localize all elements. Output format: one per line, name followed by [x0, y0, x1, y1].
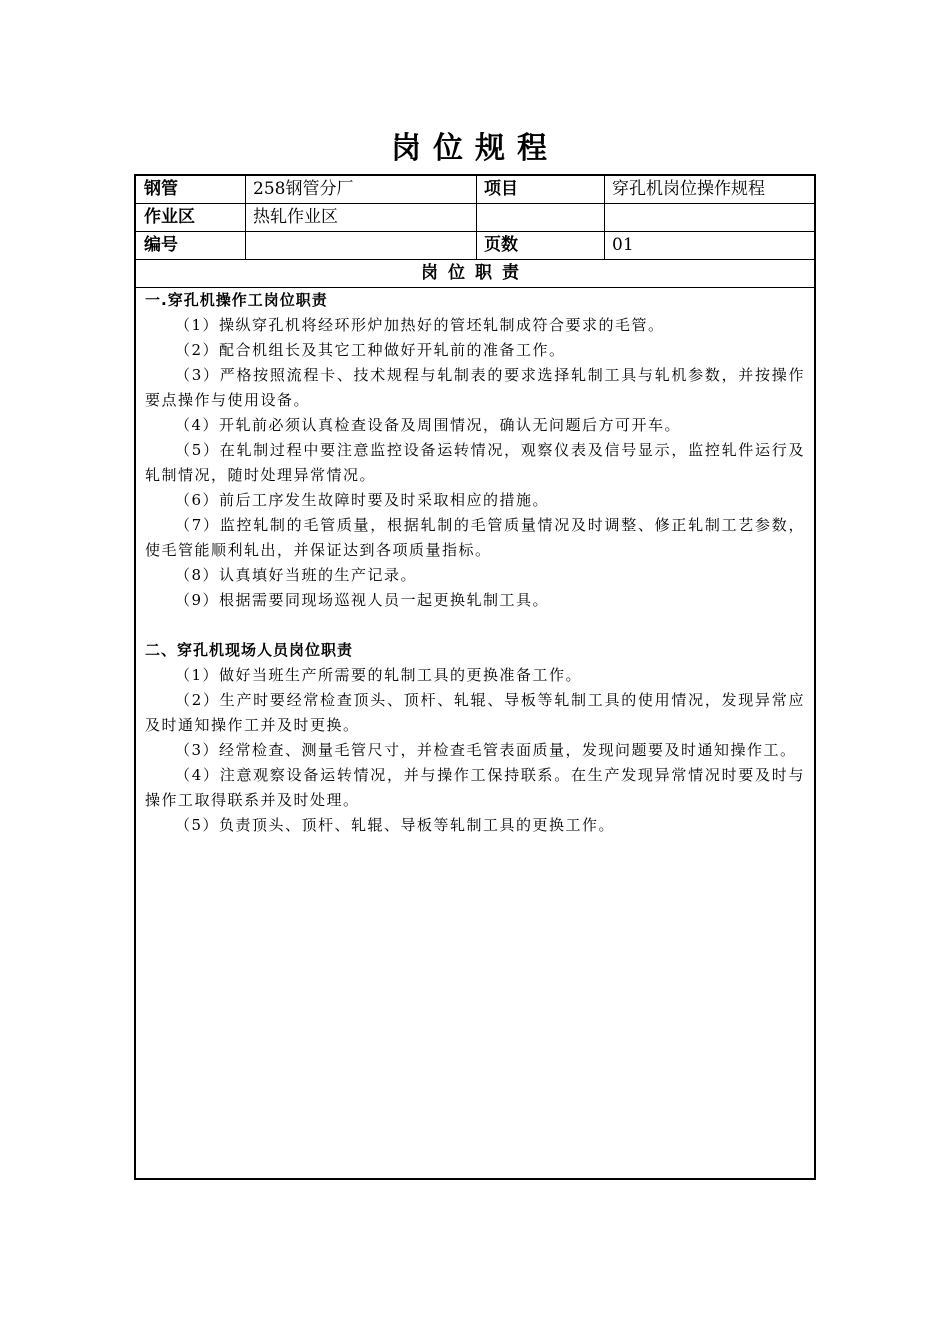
label-steel-pipe: 钢管	[144, 179, 178, 199]
label-project: 项目	[484, 179, 518, 199]
row-divider	[136, 203, 814, 204]
duty-item: （3）严格按照流程卡、技术规程与轧制表的要求选择轧制工具与轧机参数，并按操作要点操作与使用设备。	[145, 366, 805, 409]
column-divider	[476, 176, 477, 259]
section-title: 岗位职责	[421, 263, 529, 283]
section-heading: 一.穿孔机操作工岗位职责	[145, 291, 328, 309]
duty-item: （8）认真填好当班的生产记录。	[175, 566, 418, 584]
label-work-area: 作业区	[144, 207, 195, 227]
section-heading: 二、穿孔机现场人员岗位职责	[145, 641, 354, 659]
value-project: 穿孔机岗位操作规程	[612, 179, 765, 199]
row-divider	[136, 231, 814, 232]
value-work-area: 热轧作业区	[253, 207, 338, 227]
value-page-count: 01	[612, 235, 634, 255]
duty-item: （6）前后工序发生故障时要及时采取相应的措施。	[175, 491, 550, 509]
paragraph-gap	[145, 613, 805, 638]
duty-item: （4）开轧前必须认真检查设备及周围情况，确认无问题后方可开车。	[175, 416, 682, 434]
value-branch-factory: 258钢管分厂	[253, 179, 354, 199]
regulation-form	[134, 174, 816, 1180]
duty-item: （2）配合机组长及其它工种做好开轧前的准备工作。	[175, 341, 566, 359]
duties-content	[145, 288, 805, 838]
duty-item: （1）操纵穿孔机将经环形炉加热好的管坯轧制成符合要求的毛管。	[175, 316, 665, 334]
duty-item: （5）在轧制过程中要注意监控设备运转情况，观察仪表及信号显示，监控轧件运行及轧制情况，随时处理异常情况。	[145, 441, 805, 484]
column-divider	[245, 176, 246, 259]
document-title: 岗位规程	[391, 131, 559, 166]
duty-item: （5）负责顶头、顶杆、轧辊、导板等轧制工具的更换工作。	[175, 816, 616, 834]
duty-item: （2）生产时要经常检查顶头、顶杆、轧辊、导板等轧制工具的使用情况，发现异常应及时通知操作工并及时更换。	[145, 691, 805, 734]
label-page-count: 页数	[484, 235, 518, 255]
duty-item: （9）根据需要同现场巡视人员一起更换轧制工具。	[175, 591, 550, 609]
duty-item: （7）监控轧制的毛管质量，根据轧制的毛管质量情况及时调整、修正轧制工艺参数，使毛管能顺利轧出，并保证达到各项质量指标。	[145, 516, 805, 559]
column-divider	[604, 176, 605, 259]
label-number: 编号	[144, 235, 178, 255]
duty-item: （1）做好当班生产所需要的轧制工具的更换准备工作。	[175, 666, 583, 684]
duty-item: （4）注意观察设备运转情况，并与操作工保持联系。在生产发现异常情况时要及时与操作工取得联系并及时处理。	[145, 766, 805, 809]
duty-item: （3）经常检查、测量毛管尺寸，并检查毛管表面质量，发现问题要及时通知操作工。	[175, 741, 797, 759]
